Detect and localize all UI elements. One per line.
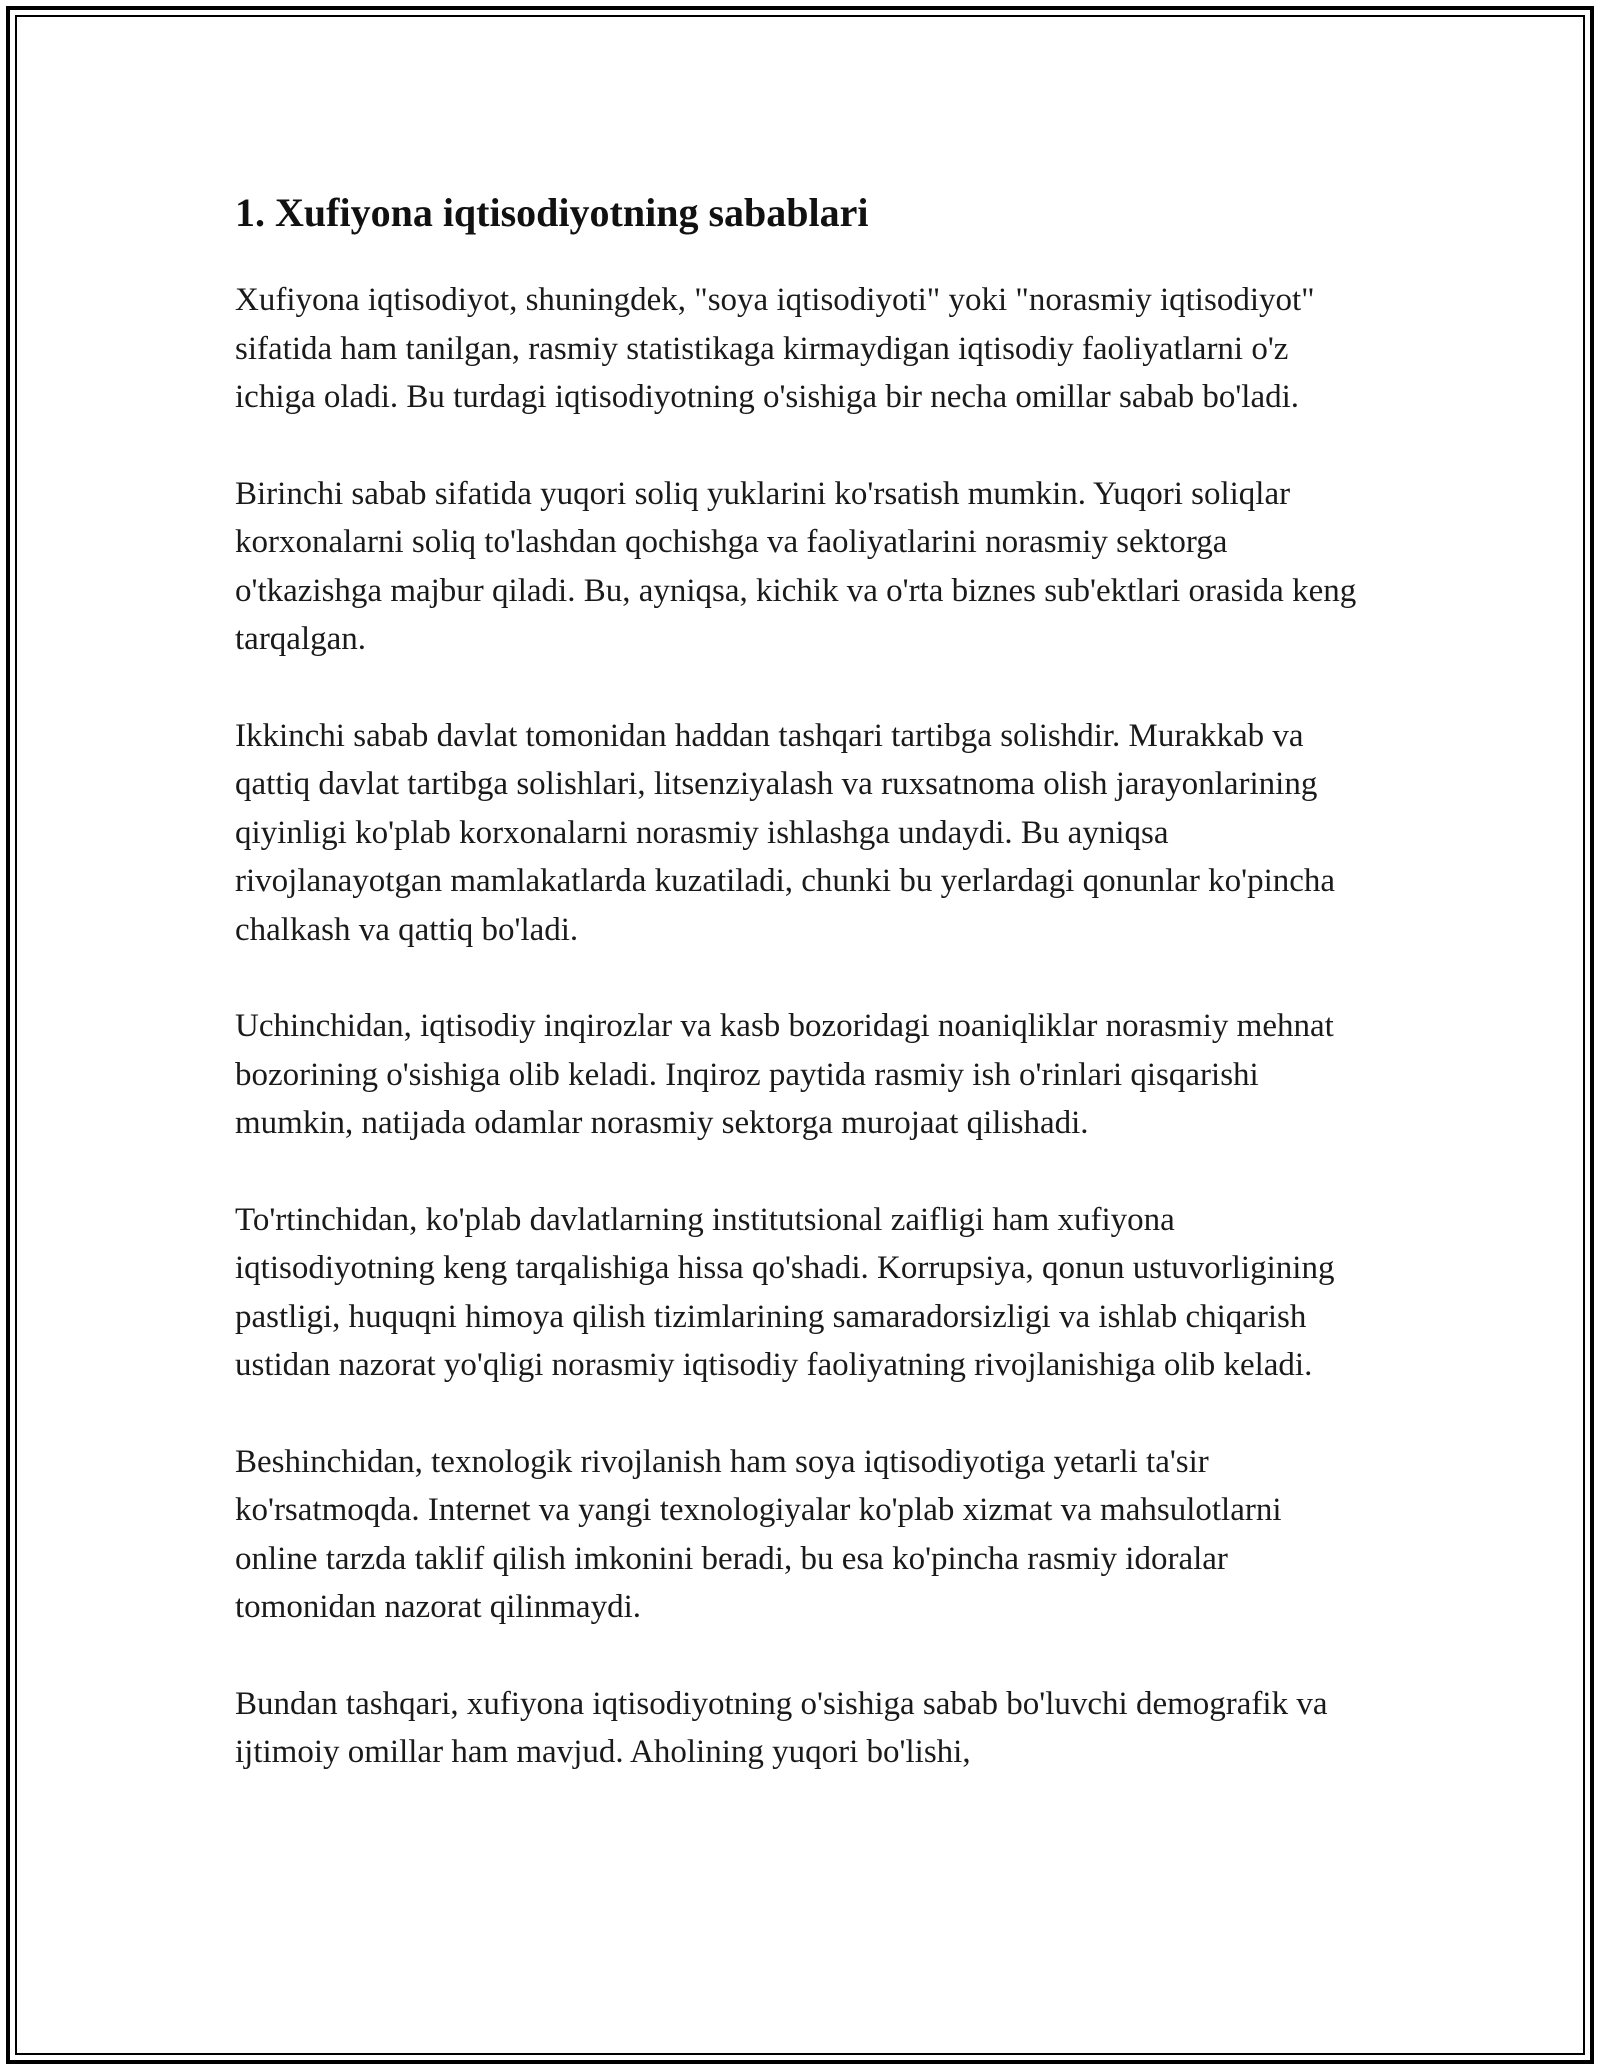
document-body <box>235 184 1365 1825</box>
paragraph-intro: Xufiyona iqtisodiyot, shuningdek, "soya iqtisodiyoti" yoki "norasmiy iqtisodiyot" sifatida ham tanilgan, rasmiy statistikaga kirmaydigan iqtisodiy faoliyatlarni o'z ichiga oladi. Bu turdagi iqtisodiyotning o'sishiga bir necha omillar sabab bo'ladi. <box>235 282 1315 415</box>
paragraph-fifth-reason: Beshinchidan, texnologik rivojlanish ham soya iqtisodiyotiga yetarli ta'sir ko'rsatmoqda. Internet va yangi texnologiyalar ko'plab xizmat va mahsulotlarni online tarzda taklif qilish imkonini beradi, bu esa ko'pincha rasmiy idoralar tomonidan nazorat qilinmaydi. <box>235 1443 1282 1625</box>
section-title: 1. Xufiyona iqtisodiyotning sabablari <box>235 190 869 235</box>
paragraph-third-reason: Uchinchidan, iqtisodiy inqirozlar va kasb bozoridagi noaniqliklar norasmiy mehnat bozorining o'sishiga olib keladi. Inqiroz paytida rasmiy ish o'rinlari qisqarishi mumkin, natijada odamlar norasmiy sektorga murojaat qilishadi. <box>235 1008 1334 1141</box>
paragraph-fourth-reason: To'rtinchidan, ko'plab davlatlarning institutsional zaifligi ham xufiyona iqtisodiyotning keng tarqalishiga hissa qo'shadi. Korrupsiya, qonun ustuvorligining pastligi, huquqni himoya qilish tizimlarining samaradorsizligi va ishlab chiqarish ustidan nazorat yo'qligi norasmiy iqtisodiy faoliyatning rivojlanishiga olib keladi. <box>235 1201 1335 1383</box>
paragraph-second-reason: Ikkinchi sabab davlat tomonidan haddan tashqari tartibga solishdir. Murakkab va qattiq davlat tartibga solishlari, litsenziyalash va ruxsatnoma olish jarayonlarining qiyinligi ko'plab korxonalarni norasmiy ishlashga undaydi. Bu ayniqsa rivojlanayotgan mamlakatlarda kuzatiladi, chunki bu yerlardagi qonunlar ko'pincha chalkash va qattiq bo'ladi. <box>235 717 1336 948</box>
paragraph-first-reason: Birinchi sabab sifatida yuqori soliq yuklarini ko'rsatish mumkin. Yuqori soliqlar korxonalarni soliq to'lashdan qochishga va faoliyatlarini norasmiy sektorga o'tkazishga majbur qiladi. Bu, ayniqsa, kichik va o'rta biznes sub'ektlari orasida keng tarqalgan. <box>235 475 1357 657</box>
paragraph-additional-factors: Bundan tashqari, xufiyona iqtisodiyotning o'sishiga sabab bo'luvchi demografik va ijtimoiy omillar ham mavjud. Aholining yuqori bo'lishi, <box>235 1685 1328 1770</box>
